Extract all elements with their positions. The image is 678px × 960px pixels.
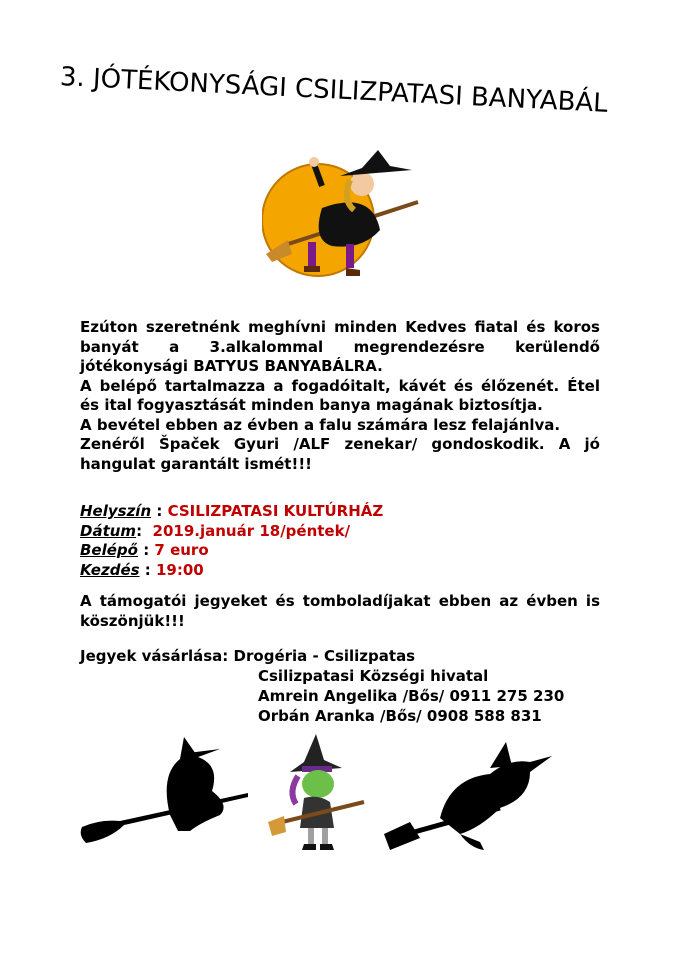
entry-label: Belépő xyxy=(80,541,138,559)
date-label: Dátum xyxy=(80,521,137,540)
witch-silhouette-left xyxy=(80,735,250,845)
ticket-place: Amrein Angelika /Bős/ 0911 275 230 xyxy=(258,687,565,705)
tickets-label: Jegyek vásárlása: xyxy=(80,647,229,665)
witch-moon-illustration xyxy=(262,150,430,282)
entry-value: 7 euro xyxy=(154,541,209,559)
entry-row: Belépő : 7 euro xyxy=(80,541,209,559)
start-value: 19:00 xyxy=(156,560,204,579)
ticket-place: Drogéria - Csilizpatas xyxy=(233,647,416,665)
invitation-text xyxy=(80,318,600,474)
date-value: 2019.január 18/péntek/ xyxy=(152,521,351,540)
start-row: Kezdés : 19:00 xyxy=(80,560,204,579)
event-details xyxy=(80,502,600,580)
location-value: CSILIZPATASI KULTÚRHÁZ xyxy=(167,502,384,520)
ticket-first-row xyxy=(80,646,620,666)
location-label: Helyszín xyxy=(80,502,152,520)
thanks-text: A támogatói jegyeket és tomboladíjakat ebben az évben is köszönjük!!! xyxy=(80,592,600,630)
paragraph: A bevétel ebben az évben a falu számára lesz felajánlva. xyxy=(80,415,561,434)
ticket-sales xyxy=(80,646,620,726)
ticket-place: Csilizpatasi Községi hivatal xyxy=(258,667,489,685)
ticket-place: Orbán Aranka /Bős/ 0908 588 831 xyxy=(258,707,542,725)
date-row: Dátum: 2019.január 18/péntek/ xyxy=(80,521,351,540)
page-title: 3. JÓTÉKONYSÁGI CSILIZPATASI BANYABÁL xyxy=(59,62,609,119)
paragraph: A belépő tartalmazza a fogadóitalt, kávét és élőzenét. Étel és ital fogyasztását minden banya magának biztosítja. xyxy=(80,376,600,414)
start-label: Kezdés xyxy=(80,560,140,579)
paragraph: Ezúton szeretnénk meghívni minden Kedves fiatal és koros banyát a 3.alkalommal megrendezésre kerülendő jótékonysági BATYUS BANYABÁLRA. xyxy=(80,318,600,375)
paragraph: Zenéről Špaček Gyuri /ALF zenekar/ gondoskodik. A jó hangulat garantált ismét!!! xyxy=(80,435,600,473)
witch-silhouette-right xyxy=(380,738,555,858)
location-row: Helyszín : CSILIZPATASI KULTÚRHÁZ xyxy=(80,502,384,520)
witch-cartoon-center xyxy=(268,732,368,854)
